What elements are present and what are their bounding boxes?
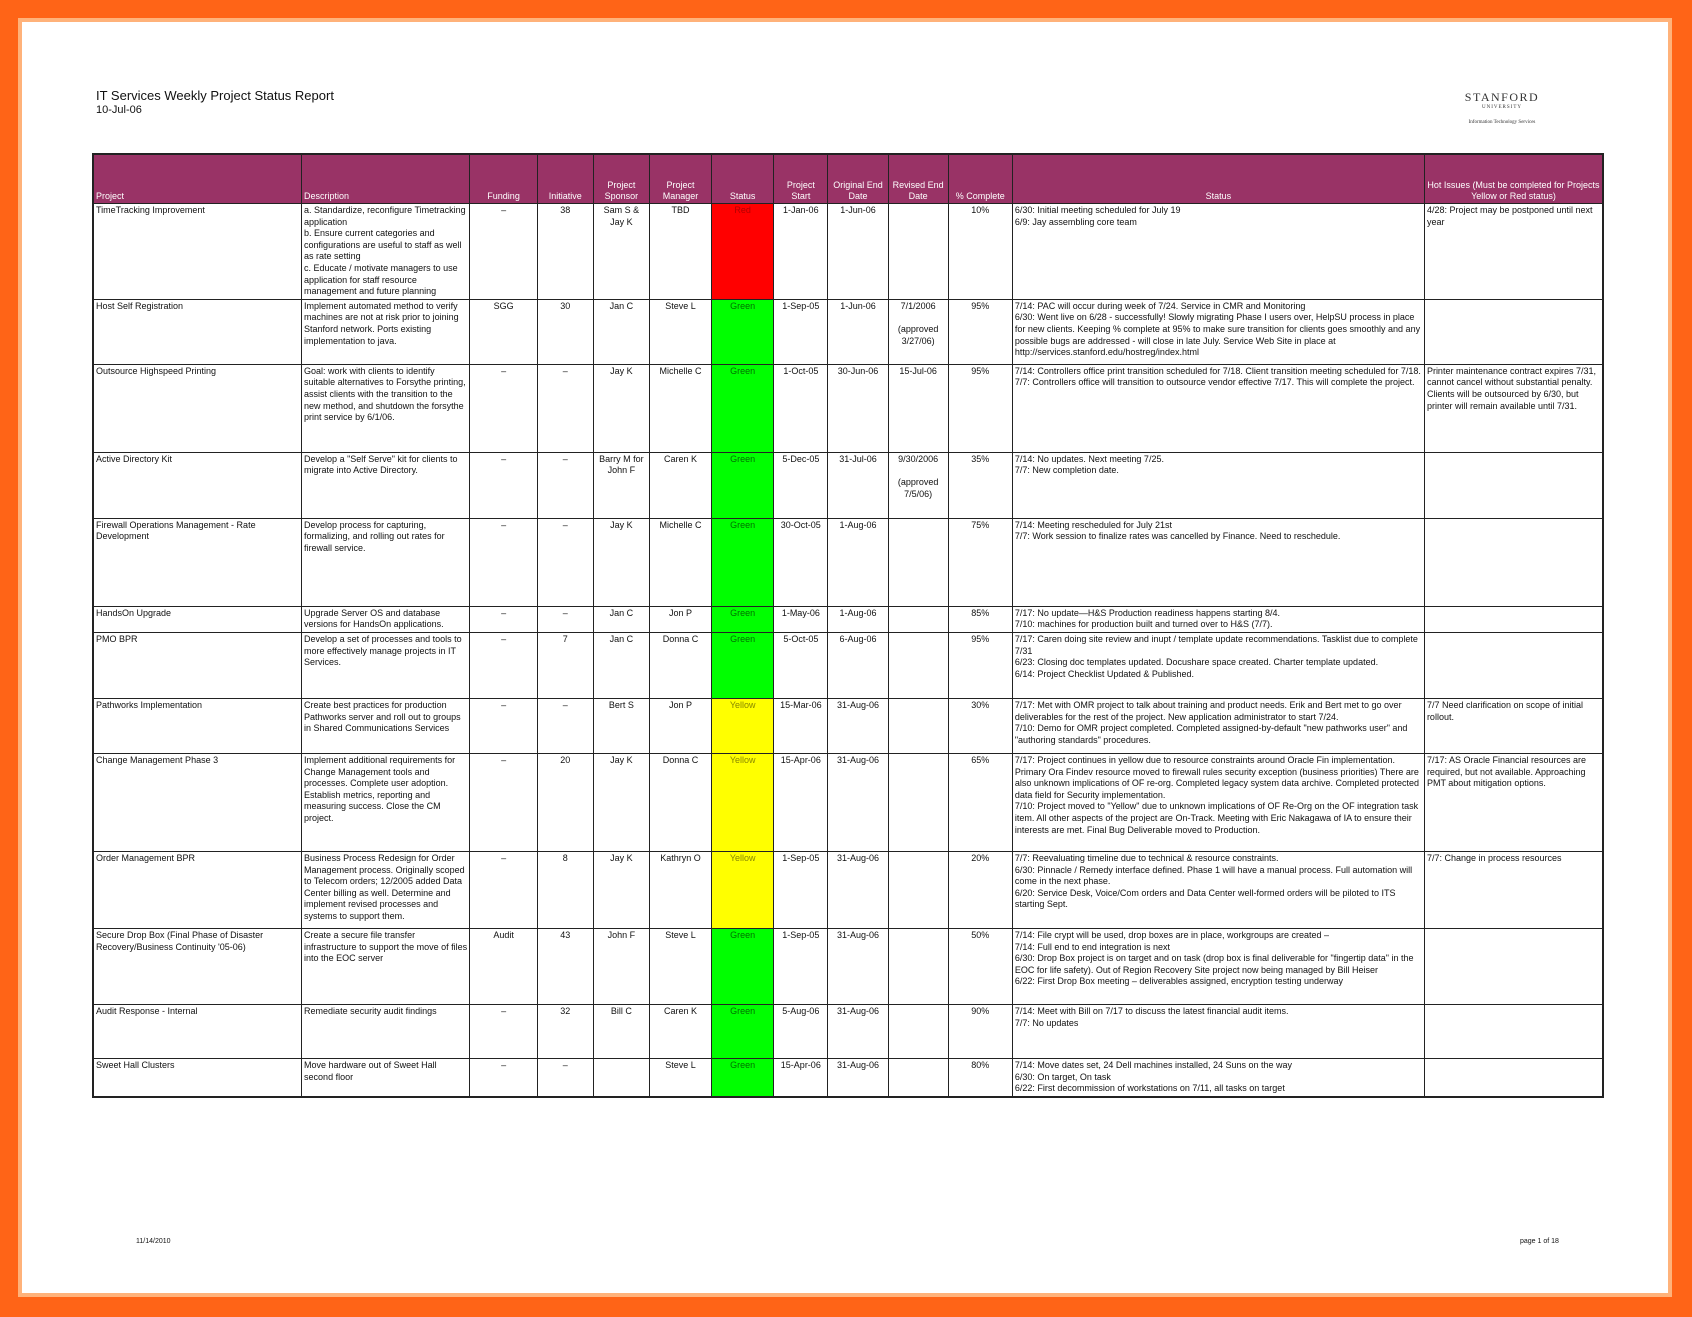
col-header-status-notes: Status (1012, 154, 1424, 204)
col-header-original-end: Original End Date (828, 154, 888, 204)
cell-status-notes: 7/7: Reevaluating timeline due to technical & resource constraints. 6/30: Pinnacle / Remedy interface defined. Phase 1 will have a manual process. Full automation will come in the next phase. 6/20: Service Desk, Voice/Com orders and Data Center well-formed orders will be piloted to ITS starting Sept. (1012, 851, 1424, 928)
cell-manager: Steve L (649, 299, 711, 364)
logo-line-1: STANFORD (1464, 90, 1540, 104)
cell-description: Goal: work with clients to identify suitable alternatives to Forsythe printing, assist clients with the transition to the new method, and shutdown the forsythe print service by 6/1/06. (302, 364, 470, 452)
cell-project: Firewall Operations Management - Rate Development (93, 518, 302, 606)
table-header-row (93, 154, 1603, 204)
cell-revised-end (888, 1004, 948, 1058)
cell-funding: – (470, 204, 537, 300)
cell-status-notes: 7/17: Met with OMR project to talk about training and product needs. Erik and Bert met to go over deliverables for the rest of the project. New application administrator to start 7/24. 7/10: Demo for OMR project completed. Completed assigned-by-default "new pathworks user" and "authoring standards" procedures. (1012, 698, 1424, 753)
logo-line-2: UNIVERSITY (1482, 105, 1522, 110)
cell-status-notes: 7/17: Caren doing site review and inupt / template update recommendations. Tasklist due to complete 7/31 6/23: Closing doc templates updated. Docushare space created. Charter template updated. 6/14: Project Checklist Updated & Published. (1012, 632, 1424, 698)
status-cell: Green (712, 1058, 774, 1096)
cell-original-end: 1-Aug-06 (828, 606, 888, 632)
cell-start: 15-Mar-06 (774, 698, 828, 753)
cell-revised-end (888, 1058, 948, 1096)
cell-start: 5-Oct-05 (774, 632, 828, 698)
table-row (93, 698, 1603, 753)
cell-status-notes: 7/17: Project continues in yellow due to resource constraints around Oracle Fin implementation. Primary Ora Findev resource moved to firewall rules security exception (business priorities) There are also unknown implications of OF re-org. Completed legacy system data archive. Completed protected data field for Security implementation. 7/10: Project moved to "Yellow" due to unknown implications of OF Re-Org on the OF integration task item. All other aspects of the project are On-Track. Meeting with Eric Nakagawa of IA to ensure their interests are met. Final Bug Deliverable moved to Production. (1012, 753, 1424, 851)
cell-funding: Audit (470, 928, 537, 1004)
cell-initiative: – (537, 518, 593, 606)
table-row (93, 606, 1603, 632)
cell-original-end: 31-Aug-06 (828, 1004, 888, 1058)
cell-manager: Kathryn O (649, 851, 711, 928)
cell-funding: – (470, 698, 537, 753)
cell-initiative: 20 (537, 753, 593, 851)
col-header-manager: Project Manager (649, 154, 711, 204)
cell-description: Remediate security audit findings (302, 1004, 470, 1058)
cell-original-end: 31-Jul-06 (828, 452, 888, 518)
cell-percent-complete: 20% (948, 851, 1012, 928)
cell-revised-end (888, 632, 948, 698)
status-cell: Green (712, 364, 774, 452)
cell-original-end: 30-Jun-06 (828, 364, 888, 452)
cell-initiative: 7 (537, 632, 593, 698)
cell-sponsor: Jay K (593, 753, 649, 851)
cell-percent-complete: 65% (948, 753, 1012, 851)
cell-hot-issues: 7/7: Change in process resources (1424, 851, 1603, 928)
cell-revised-end (888, 851, 948, 928)
cell-status-notes: 7/17: No update—H&S Production readiness happens starting 8/4. 7/10: machines for production built and turned over to H&S (7/7). (1012, 606, 1424, 632)
cell-description: Implement automated method to verify machines are not at risk prior to joining Stanford network. Ports existing implementation to java. (302, 299, 470, 364)
cell-hot-issues (1424, 1058, 1603, 1096)
cell-sponsor: Jay K (593, 851, 649, 928)
table-row (93, 364, 1603, 452)
cell-hot-issues (1424, 452, 1603, 518)
cell-description: Move hardware out of Sweet Hall second floor (302, 1058, 470, 1096)
table-row (93, 753, 1603, 851)
cell-start: 1-Jan-06 (774, 204, 828, 300)
status-table (92, 153, 1604, 1098)
cell-funding: – (470, 1058, 537, 1096)
status-cell: Red (712, 204, 774, 300)
cell-status-notes: 7/14: No updates. Next meeting 7/25. 7/7: New completion date. (1012, 452, 1424, 518)
status-cell: Green (712, 928, 774, 1004)
cell-description: Implement additional requirements for Change Management tools and processes. Complete user adoption. Establish metrics, reporting and measuring success. Close the CM project. (302, 753, 470, 851)
table-row (93, 1058, 1603, 1096)
cell-original-end: 1-Aug-06 (828, 518, 888, 606)
cell-start: 5-Dec-05 (774, 452, 828, 518)
status-cell: Yellow (712, 753, 774, 851)
cell-project: Secure Drop Box (Final Phase of Disaster Recovery/Business Continuity '05-06) (93, 928, 302, 1004)
cell-funding: – (470, 364, 537, 452)
cell-start: 1-May-06 (774, 606, 828, 632)
footer-date: 11/14/2010 (136, 1238, 171, 1245)
cell-manager: Donna C (649, 753, 711, 851)
cell-manager: Steve L (649, 928, 711, 1004)
cell-sponsor: Jan C (593, 299, 649, 364)
cell-percent-complete: 75% (948, 518, 1012, 606)
table-row (93, 518, 1603, 606)
report-title: IT Services Weekly Project Status Report (96, 88, 334, 103)
cell-percent-complete: 30% (948, 698, 1012, 753)
status-cell: Green (712, 632, 774, 698)
cell-hot-issues (1424, 299, 1603, 364)
cell-status-notes: 7/14: Meeting rescheduled for July 21st 7/7: Work session to finalize rates was cancelled by Finance. Need to reschedule. (1012, 518, 1424, 606)
cell-start: 5-Aug-06 (774, 1004, 828, 1058)
cell-percent-complete: 10% (948, 204, 1012, 300)
cell-project: Pathworks Implementation (93, 698, 302, 753)
cell-project: HandsOn Upgrade (93, 606, 302, 632)
cell-project: Order Management BPR (93, 851, 302, 928)
cell-revised-end (888, 698, 948, 753)
cell-status-notes: 7/14: Meet with Bill on 7/17 to discuss the latest financial audit items. 7/7: No updates (1012, 1004, 1424, 1058)
cell-description: Business Process Redesign for Order Management process. Originally scoped to Telecom orders; 12/2005 added Data Center billing as well. Determine and implement revised processes and systems to support them. (302, 851, 470, 928)
table-row (93, 1004, 1603, 1058)
cell-original-end: 1-Jun-06 (828, 204, 888, 300)
status-cell: Green (712, 299, 774, 364)
col-header-start: Project Start (774, 154, 828, 204)
table-row (93, 851, 1603, 928)
cell-project: TimeTracking Improvement (93, 204, 302, 300)
cell-funding: – (470, 1004, 537, 1058)
cell-description: Create best practices for production Pathworks server and roll out to groups in Shared Communications Services (302, 698, 470, 753)
status-cell: Green (712, 606, 774, 632)
cell-initiative: – (537, 364, 593, 452)
cell-funding: – (470, 452, 537, 518)
cell-percent-complete: 95% (948, 632, 1012, 698)
cell-manager: Michelle C (649, 364, 711, 452)
cell-hot-issues (1424, 1004, 1603, 1058)
cell-manager: Jon P (649, 698, 711, 753)
cell-manager: Michelle C (649, 518, 711, 606)
cell-revised-end (888, 753, 948, 851)
status-cell: Green (712, 518, 774, 606)
cell-description: a. Standardize, reconfigure Timetracking application b. Ensure current categories and configurations are useful to staff as well as rate setting c. Educate / motivate managers to use application for staff resource management and future planning (302, 204, 470, 300)
col-header-revised-end: Revised End Date (888, 154, 948, 204)
cell-sponsor (593, 1058, 649, 1096)
footer-page-number: page 1 of 18 (1520, 1238, 1559, 1245)
status-cell: Green (712, 1004, 774, 1058)
cell-original-end: 1-Jun-06 (828, 299, 888, 364)
cell-start: 1-Sep-05 (774, 299, 828, 364)
cell-start: 15-Apr-06 (774, 753, 828, 851)
cell-hot-issues: Printer maintenance contract expires 7/31, cannot cancel without substantial penalty. Clients will be outsourced by 6/30, but printer will remain available until 7/31. (1424, 364, 1603, 452)
cell-original-end: 31-Aug-06 (828, 1058, 888, 1096)
cell-status-notes: 6/30: Initial meeting scheduled for July 19 6/9: Jay assembling core team (1012, 204, 1424, 300)
cell-funding: – (470, 851, 537, 928)
cell-percent-complete: 90% (948, 1004, 1012, 1058)
cell-percent-complete: 50% (948, 928, 1012, 1004)
report-date: 10-Jul-06 (96, 104, 142, 116)
cell-initiative: 30 (537, 299, 593, 364)
cell-sponsor: Sam S & Jay K (593, 204, 649, 300)
cell-project: PMO BPR (93, 632, 302, 698)
cell-revised-end: 7/1/2006 (approved 3/27/06) (888, 299, 948, 364)
cell-initiative: 32 (537, 1004, 593, 1058)
cell-project: Outsource Highspeed Printing (93, 364, 302, 452)
cell-sponsor: Jay K (593, 364, 649, 452)
cell-start: 1-Sep-05 (774, 851, 828, 928)
cell-revised-end: 9/30/2006 (approved 7/5/06) (888, 452, 948, 518)
cell-manager: Steve L (649, 1058, 711, 1096)
report-page (18, 18, 1672, 1297)
col-header-status: Status (712, 154, 774, 204)
cell-sponsor: Bill C (593, 1004, 649, 1058)
status-cell: Yellow (712, 698, 774, 753)
cell-revised-end (888, 204, 948, 300)
col-header-initiative: Initiative (537, 154, 593, 204)
table-row (93, 452, 1603, 518)
cell-initiative: – (537, 1058, 593, 1096)
cell-start: 1-Sep-05 (774, 928, 828, 1004)
cell-hot-issues: 7/7 Need clarification on scope of initial rollout. (1424, 698, 1603, 753)
cell-percent-complete: 95% (948, 364, 1012, 452)
cell-percent-complete: 80% (948, 1058, 1012, 1096)
cell-manager: TBD (649, 204, 711, 300)
cell-start: 30-Oct-05 (774, 518, 828, 606)
cell-start: 15-Apr-06 (774, 1058, 828, 1096)
cell-manager: Caren K (649, 1004, 711, 1058)
cell-hot-issues (1424, 928, 1603, 1004)
cell-percent-complete: 85% (948, 606, 1012, 632)
cell-original-end: 31-Aug-06 (828, 753, 888, 851)
cell-revised-end: 15-Jul-06 (888, 364, 948, 452)
cell-funding: – (470, 606, 537, 632)
col-header-funding: Funding (470, 154, 537, 204)
cell-original-end: 31-Aug-06 (828, 698, 888, 753)
status-cell: Yellow (712, 851, 774, 928)
cell-status-notes: 7/14: Move dates set, 24 Dell machines installed, 24 Suns on the way 6/30: On target, On task 6/22: First decommission of workstations on 7/11, all tasks on target (1012, 1058, 1424, 1096)
cell-initiative: – (537, 452, 593, 518)
cell-status-notes: 7/14: PAC will occur during week of 7/24. Service in CMR and Monitoring 6/30: Went live on 6/28 - successfully! Slowly migrating Phase I users over, HelpSU process in place for new clients. Keeping % complete at 95% to make sure transition for clients goes smoothly and any possible bugs are addressed - will close in late July. Service Web Site in place at http://services.stanford.edu/hostreg/index.html (1012, 299, 1424, 364)
cell-sponsor: Jan C (593, 606, 649, 632)
cell-sponsor: Jay K (593, 518, 649, 606)
cell-original-end: 31-Aug-06 (828, 928, 888, 1004)
cell-manager: Donna C (649, 632, 711, 698)
cell-initiative: – (537, 606, 593, 632)
table-row (93, 632, 1603, 698)
cell-description: Upgrade Server OS and database versions for HandsOn applications. (302, 606, 470, 632)
col-header-project: Project (93, 154, 302, 204)
table-row (93, 204, 1603, 300)
cell-revised-end (888, 928, 948, 1004)
cell-hot-issues: 4/28: Project may be postponed until next year (1424, 204, 1603, 300)
cell-project: Sweet Hall Clusters (93, 1058, 302, 1096)
cell-funding: – (470, 518, 537, 606)
cell-revised-end (888, 518, 948, 606)
cell-funding: – (470, 753, 537, 851)
table-row (93, 299, 1603, 364)
cell-hot-issues (1424, 518, 1603, 606)
cell-manager: Jon P (649, 606, 711, 632)
cell-project: Host Self Registration (93, 299, 302, 364)
cell-status-notes: 7/14: File crypt will be used, drop boxes are in place, workgroups are created – 7/14: Full end to end integration is next 6/30: Drop Box project is on target and on task (drop box is final deliverable for "fingertip data" in the EOC for life safety). Out of Region Recovery Site project now being managed by Bill Heiser 6/22: First Drop Box meeting – deliverables assigned, encryption testing underway (1012, 928, 1424, 1004)
cell-hot-issues (1424, 632, 1603, 698)
cell-initiative: 8 (537, 851, 593, 928)
cell-start: 1-Oct-05 (774, 364, 828, 452)
cell-percent-complete: 35% (948, 452, 1012, 518)
cell-description: Develop process for capturing, formalizing, and rolling out rates for firewall service. (302, 518, 470, 606)
cell-sponsor: Bert S (593, 698, 649, 753)
cell-status-notes: 7/14: Controllers office print transition scheduled for 7/18. Client transition meeting scheduled for 7/18. 7/7: Controllers office will transition to outsource vendor effective 7/17. This will complete the project. (1012, 364, 1424, 452)
cell-sponsor: John F (593, 928, 649, 1004)
cell-hot-issues: 7/17: AS Oracle Financial resources are required, but not available. Approaching PMT about mitigation options. (1424, 753, 1603, 851)
cell-project: Active Directory Kit (93, 452, 302, 518)
cell-manager: Caren K (649, 452, 711, 518)
cell-sponsor: Jan C (593, 632, 649, 698)
cell-description: Develop a set of processes and tools to more effectively manage projects in IT Services. (302, 632, 470, 698)
col-header-percent-complete: % Complete (948, 154, 1012, 204)
col-header-sponsor: Project Sponsor (593, 154, 649, 204)
cell-original-end: 31-Aug-06 (828, 851, 888, 928)
cell-percent-complete: 95% (948, 299, 1012, 364)
table-row (93, 928, 1603, 1004)
cell-project: Audit Response - Internal (93, 1004, 302, 1058)
stanford-logo (1442, 90, 1562, 125)
col-header-hot-issues: Hot Issues (Must be completed for Projects Yellow or Red status) (1424, 154, 1603, 204)
status-cell: Green (712, 452, 774, 518)
cell-revised-end (888, 606, 948, 632)
cell-hot-issues (1424, 606, 1603, 632)
cell-description: Develop a "Self Serve" kit for clients to migrate into Active Directory. (302, 452, 470, 518)
cell-sponsor: Barry M for John F (593, 452, 649, 518)
cell-project: Change Management Phase 3 (93, 753, 302, 851)
logo-line-3: Information Technology Services (1468, 120, 1536, 125)
cell-initiative: 38 (537, 204, 593, 300)
cell-funding: – (470, 632, 537, 698)
cell-description: Create a secure file transfer infrastructure to support the move of files into the EOC server (302, 928, 470, 1004)
cell-original-end: 6-Aug-06 (828, 632, 888, 698)
col-header-description: Description (302, 154, 470, 204)
cell-initiative: 43 (537, 928, 593, 1004)
cell-initiative: – (537, 698, 593, 753)
cell-funding: SGG (470, 299, 537, 364)
